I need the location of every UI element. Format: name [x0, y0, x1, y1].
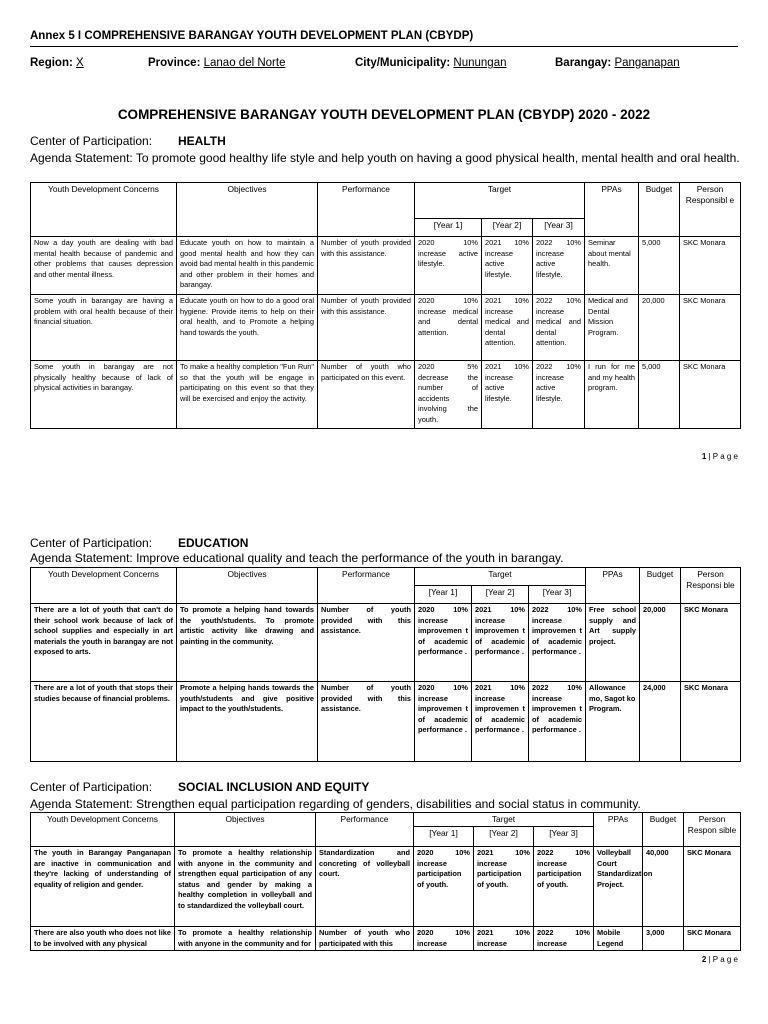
social-inclusion-plan-table: [30, 812, 741, 951]
objective-cell: To make a healthy completion "Fun Run" so that the youth will be engage in participating on this event so that they will be exercised and enjoy the activity.: [177, 361, 318, 429]
objective-cell: To promote a healthy relationship with anyone in the community and for: [175, 927, 316, 951]
header-ppas: PPAs: [585, 183, 639, 237]
budget-cell: 20,000: [640, 604, 681, 682]
ppa-cell: Free school supply and Art supply project.: [586, 604, 640, 682]
target-year2-cell: 2021 10% increase active lifestyle.: [482, 361, 533, 429]
header-budget: Budget: [640, 568, 681, 604]
objective-cell: To promote a helping hand towards the youth/students. To promote artistic activity like drawing and painting in the community.: [177, 604, 318, 682]
target-year3-cell: 2022 10% increase improvemen t of academic performance .: [529, 604, 586, 682]
region-field: Region: X: [30, 57, 84, 69]
person-cell: SKC Monara: [680, 237, 741, 295]
budget-cell: 3,000: [643, 927, 684, 951]
performance-cell: Number of youth provided with this assistance.: [318, 295, 415, 361]
header-year1: [Year 1]: [414, 827, 474, 847]
header-budget: Budget: [643, 813, 684, 847]
header-budget: Budget: [639, 183, 680, 237]
header-target: Target: [415, 183, 585, 219]
target-year3-cell: 2022 10% increase medical and dental attention.: [533, 295, 585, 361]
table-row: [31, 682, 741, 762]
target-year2-cell: 2021 10% increase participation of youth.: [474, 847, 534, 927]
concern-cell: Some youth in barangay are having a problem with oral health because of their financial situation.: [31, 295, 177, 361]
table-row: [31, 604, 741, 682]
performance-cell: Number of youth who participated with this: [316, 927, 414, 951]
header-concerns: Youth Development Concerns: [31, 183, 177, 237]
agenda-statement: Agenda Statement: Improve educational quality and teach the performance of the youth in barangay.: [30, 551, 564, 565]
performance-cell: Number of youth provided with this assistance.: [318, 237, 415, 295]
table-row: [31, 927, 741, 951]
header-year2: [Year 2]: [474, 827, 534, 847]
header-concerns: Youth Development Concerns: [31, 568, 177, 604]
header-performance: Performance: [316, 813, 414, 847]
performance-cell: Standardization and concreting of volleyball court.: [316, 847, 414, 927]
header-target: Target: [415, 568, 586, 586]
header-person: Person Responsi ble: [681, 568, 741, 604]
header-ppas: PPAs: [594, 813, 643, 847]
table-row: [31, 295, 741, 361]
target-year2-cell: 2021 10% increase: [474, 927, 534, 951]
header-year1: [Year 1]: [415, 586, 472, 604]
header-target: Target: [414, 813, 594, 827]
person-cell: SKC Monara: [681, 682, 741, 762]
agenda-statement: Agenda Statement: To promote good healthy life style and help youth on having a good physical health, mental health and oral health.: [30, 151, 740, 165]
page-number-2: 2 | P a g e: [701, 955, 738, 964]
concern-cell: The youth in Barangay Panganapan are inactive in communication and they're lacking of understanding of equality of religion and gender.: [31, 847, 175, 927]
target-year3-cell: 2022 10% increase participation of youth.: [534, 847, 594, 927]
ppa-cell: Volleyball Court Standardization Project.: [594, 847, 643, 927]
person-cell: SKC Monara: [681, 604, 741, 682]
table-row: [31, 361, 741, 429]
target-year2-cell: 2021 10% increase improvemen t of academic performance .: [472, 604, 529, 682]
person-cell: SKC Monara: [684, 847, 741, 927]
header-ppas: PPAs: [586, 568, 640, 604]
barangay-field: Barangay: Panganapan: [555, 57, 680, 69]
ppa-cell: Allowance mo, Sagot ko Program.: [586, 682, 640, 762]
header-year3: [Year 3]: [534, 827, 594, 847]
header-objectives: Objectives: [177, 183, 318, 237]
header-year1: [Year 1]: [415, 219, 482, 237]
header-year2: [Year 2]: [472, 586, 529, 604]
budget-cell: 40,000: [643, 847, 684, 927]
target-year3-cell: 2022 10% increase active lifestyle.: [533, 237, 585, 295]
target-year2-cell: 2021 10% increase active lifestyle.: [482, 237, 533, 295]
budget-cell: 5,000: [639, 361, 680, 429]
province-field: Province: Lanao del Norte: [148, 57, 286, 69]
table-row: [31, 237, 741, 295]
performance-cell: Number of youth who participated on this event.: [318, 361, 415, 429]
target-year3-cell: 2022 10% increase: [534, 927, 594, 951]
performance-cell: Number of youth provided with this assistance.: [318, 682, 415, 762]
target-year1-cell: 2020 10% increase improvemen t of academic performance .: [415, 682, 472, 762]
center-of-participation: Center of Participation: SOCIAL INCLUSION AND EQUITY: [30, 780, 370, 794]
header-divider: [30, 46, 738, 47]
header-performance: Performance: [318, 183, 415, 237]
header-year3: [Year 3]: [533, 219, 585, 237]
target-year1-cell: 2020 10% increase active lifestyle.: [415, 237, 482, 295]
target-year2-cell: 2021 10% increase medical and dental attention.: [482, 295, 533, 361]
target-year3-cell: 2022 10% increase improvemen t of academic performance .: [529, 682, 586, 762]
target-year2-cell: 2021 10% increase improvemen t of academic performance .: [472, 682, 529, 762]
center-of-participation: Center of Participation: HEALTH: [30, 134, 226, 148]
person-cell: SKC Monara: [680, 361, 741, 429]
health-plan-table: [30, 182, 741, 429]
target-year1-cell: 2020 10% increase participation of youth.: [414, 847, 474, 927]
header-objectives: Objectives: [175, 813, 316, 847]
objective-cell: Promote a helping hands towards the youth/students and give positive impact to the youth/students.: [177, 682, 318, 762]
table-row: [31, 847, 741, 927]
objective-cell: To promote a healthy relationship with anyone in the community and strengthen equal participation of any status and gender by making a healthy completion in volleyball and to standardized the volleyball court.: [175, 847, 316, 927]
target-year1-cell: 2020 10% increase medical and dental attention.: [415, 295, 482, 361]
concern-cell: There are a lot of youth that can't do their school work because of lack of school supplies and especially in art materials the youth in barangay are not exposed to arts.: [31, 604, 177, 682]
objective-cell: Educate youth on how to maintain a good mental health and how they can avoid bad mental health in this pandemic and other problem in their homes and barangay.: [177, 237, 318, 295]
center-of-participation: Center of Participation: EDUCATION: [30, 536, 249, 550]
concern-cell: There are also youth who does not like to be involved with any physical: [31, 927, 175, 951]
header-concerns: Youth Development Concerns: [31, 813, 175, 847]
person-cell: SKC Monara: [684, 927, 741, 951]
person-cell: SKC Monara: [680, 295, 741, 361]
target-year3-cell: 2022 10% increase active lifestyle.: [533, 361, 585, 429]
budget-cell: 20,000: [639, 295, 680, 361]
header-performance: Performance: [318, 568, 415, 604]
target-year1-cell: 2020 10% increase: [414, 927, 474, 951]
target-year1-cell: 2020 10% increase improvemen t of academic performance .: [415, 604, 472, 682]
ppa-cell: Medical and Dental Mission Program.: [585, 295, 639, 361]
ppa-cell: Seminar about mental health.: [585, 237, 639, 295]
page-number-1: 1 | P a g e: [701, 452, 738, 461]
concern-cell: Some youth in barangay are not physically healthy because of lack of physical activities in barangay.: [31, 361, 177, 429]
city-field: City/Municipality: Nunungan: [355, 57, 507, 69]
header-year2: [Year 2]: [482, 219, 533, 237]
document-title: COMPREHENSIVE BARANGAY YOUTH DEVELOPMENT PLAN (CBYDP) 2020 - 2022: [117, 107, 651, 122]
annex-title: Annex 5 I COMPREHENSIVE BARANGAY YOUTH DEVELOPMENT PLAN (CBYDP): [30, 30, 474, 42]
objective-cell: Educate youth on how to do a good oral hygiene. Provide items to help on their oral health, and to Promote a helping hand towards the youth.: [177, 295, 318, 361]
concern-cell: There are a lot of youth that stops their studies because of financial problems.: [31, 682, 177, 762]
budget-cell: 24,000: [640, 682, 681, 762]
header-year3: [Year 3]: [529, 586, 586, 604]
target-year1-cell: 2020 5% decrease the number of accidents involving the youth.: [415, 361, 482, 429]
performance-cell: Number of youth provided with this assistance.: [318, 604, 415, 682]
budget-cell: 5,000: [639, 237, 680, 295]
header-objectives: Objectives: [177, 568, 318, 604]
ppa-cell: Mobile Legend: [594, 927, 643, 951]
header-person: Person Respon sible: [684, 813, 741, 847]
header-person: Person Responsibl e: [680, 183, 741, 237]
ppa-cell: I run for me and my health program.: [585, 361, 639, 429]
agenda-statement: Agenda Statement: Strengthen equal participation regarding of genders, disabilities and social status in community.: [30, 797, 641, 811]
education-plan-table: [30, 567, 741, 762]
concern-cell: Now a day youth are dealing with bad mental health because of pandemic and other problems that causes depression and other mental illness.: [31, 237, 177, 295]
